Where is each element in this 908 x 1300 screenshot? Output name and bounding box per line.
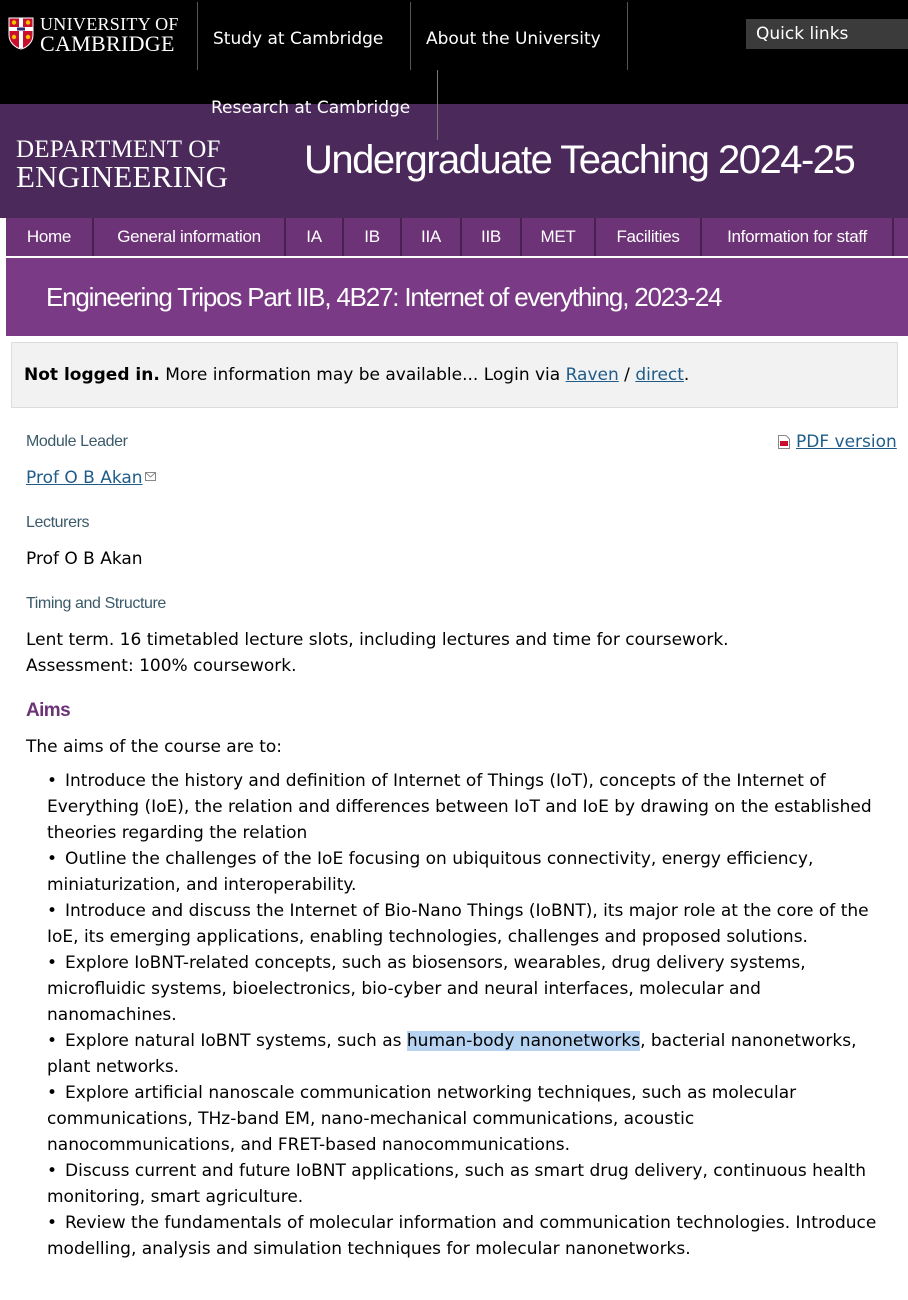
login-text: More information may be available... Login via [159, 365, 566, 385]
timing-label: Timing and Structure [26, 595, 166, 612]
aim-text-after: , bacterial nanonetworks, plant networks. [47, 1031, 857, 1077]
list-item: • Explore IoBNT-related concepts, such as biosensors, wearables, drug delivery systems, microfluidic systems, bioelectronics, bio-cyber and neural interfaces, molecular and nanomachines. [47, 953, 806, 1025]
topnav-divider [627, 2, 628, 70]
page-title: Engineering Tripos Part IIB, 4B27: Internet of everything, 2023-24 [46, 282, 722, 312]
nav-divider [892, 218, 894, 256]
quick-links-button[interactable]: Quick links [746, 19, 908, 49]
not-logged-in-label: Not logged in. [24, 365, 160, 385]
selected-text: human-body nanonetworks [406, 1031, 641, 1051]
lecturers-label: Lecturers [26, 514, 90, 531]
department-line2: ENGINEERING [16, 159, 229, 194]
aim-text: Explore artificial nanoscale communication networking techniques, such as molecular communications, THz-band EM, nano-mechanical communications, acoustic nanocommunications, and FRET-based nanocommunications. [47, 1083, 797, 1155]
nav-home[interactable]: Home [26, 227, 72, 246]
aim-text: Introduce the history and definition of Internet of Things (IoT), concepts of the Internet of Everything (IoE), the relation and differences between IoT and IoE by drawing on the established theories regarding the relation [47, 771, 872, 843]
timing-line1: Lent term. 16 timetabled lecture slots, including lectures and time for coursework. [26, 630, 729, 650]
nav-ib[interactable]: IB [364, 227, 380, 246]
nav-ia[interactable]: IA [306, 227, 322, 246]
cambridge-crest-icon[interactable] [8, 17, 34, 50]
topnav-divider [197, 2, 198, 70]
module-leader-link[interactable]: Prof O B Akan [26, 468, 143, 488]
topnav-study[interactable]: Study at Cambridge [213, 29, 384, 49]
page-title-bar [6, 258, 908, 336]
university-line2: CAMBRIDGE [40, 31, 175, 56]
login-message [24, 365, 689, 385]
nav-general-information[interactable]: General information [117, 227, 261, 246]
aim-text: Outline the challenges of the IoE focusing on ubiquitous connectivity, energy efficiency, miniaturization, and interoperability. [47, 849, 814, 895]
university-header [0, 0, 908, 104]
topnav-divider [437, 70, 438, 140]
nav-information-for-staff[interactable]: Information for staff [727, 227, 867, 246]
login-slash: / [618, 365, 636, 385]
lecturers-value: Prof O B Akan [26, 549, 143, 569]
list-item: • Explore natural IoBNT systems, such as human-body nanonetworks, bacterial nanonetworks, plant networks. [47, 1031, 857, 1077]
nav-facilities[interactable]: Facilities [616, 227, 680, 246]
pdf-version-link[interactable] [778, 432, 897, 452]
university-logo-text[interactable] [40, 14, 179, 54]
aim-text: Explore IoBNT-related concepts, such as biosensors, wearables, drug delivery systems, microfluidic systems, bioelectronics, bio-cyber and neural interfaces, molecular and nanomachines. [47, 953, 806, 1025]
department-header [0, 98, 908, 218]
nav-met[interactable]: MET [540, 227, 576, 246]
aims-intro: The aims of the course are to: [26, 737, 282, 757]
list-item: • Outline the challenges of the IoE focusing on ubiquitous connectivity, energy efficiency, miniaturization, and interoperability. [47, 849, 814, 895]
pdf-file-icon [778, 435, 790, 449]
login-end: . [683, 365, 690, 385]
aims-heading: Aims [26, 700, 71, 721]
list-item: • Review the fundamentals of molecular information and communication technologies. Introduce modelling, analysis and simulation techniques for molecular nanonetworks. [47, 1213, 877, 1259]
list-item: • Discuss current and future IoBNT applications, such as smart drug delivery, continuous health monitoring, smart agriculture. [47, 1161, 866, 1207]
topnav-about[interactable]: About the University [426, 29, 601, 49]
timing-line2: Assessment: 100% coursework. [26, 656, 297, 676]
list-item: • Explore artificial nanoscale communication networking techniques, such as molecular communications, THz-band EM, nano-mechanical communications, acoustic nanocommunications, and FRET-based nanocommunications. [47, 1083, 797, 1155]
nav-iib[interactable]: IIB [481, 227, 501, 246]
site-title[interactable]: Undergraduate Teaching 2024-25 [304, 138, 855, 182]
raven-login-link[interactable]: Raven [565, 365, 619, 385]
nav-iia[interactable]: IIA [421, 227, 441, 246]
aims-list [26, 768, 886, 1262]
module-leader-label: Module Leader [26, 433, 128, 450]
department-line1: DEPARTMENT OF [16, 136, 221, 163]
topnav-divider [410, 2, 411, 70]
module-leader-row [26, 465, 156, 491]
list-item: • Introduce the history and definition of Internet of Things (IoT), concepts of the Internet of Everything (IoE), the relation and differences between IoT and IoE by drawing on the established theories regarding the relation [47, 771, 872, 843]
university-line1: UNIVERSITY OF [40, 14, 179, 34]
pdf-version-label[interactable]: PDF version [796, 432, 897, 452]
email-icon[interactable] [145, 472, 156, 481]
direct-login-link[interactable]: direct [635, 365, 684, 385]
aim-text: Discuss current and future IoBNT applications, such as smart drug delivery, continuous health monitoring, smart agriculture. [47, 1161, 866, 1207]
login-notice [11, 342, 898, 408]
main-nav [6, 218, 908, 256]
aim-text-before: Explore natural IoBNT systems, such as [65, 1031, 407, 1051]
aim-text: Introduce and discuss the Internet of Bio-Nano Things (IoBNT), its major role at the core of the IoE, its emerging applications, enabling technologies, challenges and proposed solutions. [47, 901, 869, 947]
aim-text: Review the fundamentals of molecular information and communication technologies. Introduce modelling, analysis and simulation techniques for molecular nanonetworks. [47, 1213, 877, 1259]
list-item: • Introduce and discuss the Internet of Bio-Nano Things (IoBNT), its major role at the core of the IoE, its emerging applications, enabling technologies, challenges and proposed solutions. [47, 901, 869, 947]
topnav-research[interactable]: Research at Cambridge [211, 98, 411, 118]
department-logo[interactable] [16, 136, 229, 194]
